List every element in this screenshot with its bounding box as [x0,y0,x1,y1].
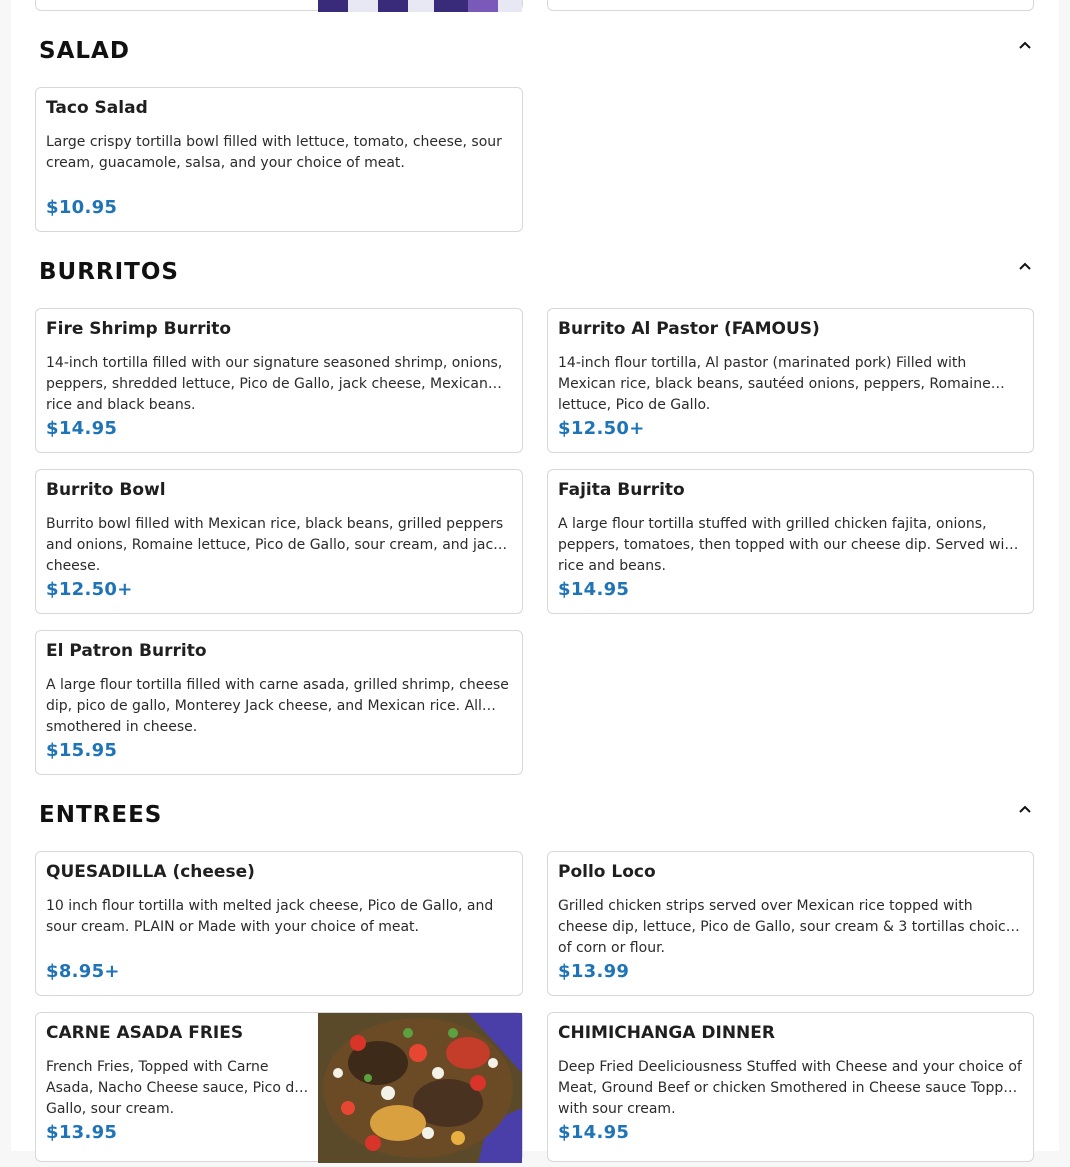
item-name: Burrito Bowl [46,480,166,500]
item-description: Deep Fried Deeliciousness Stuffed with Cheese and your choice of Meat, Ground Beef or chicken Smothered in Cheese sauce Topped with sour cream. [558,1059,1022,1117]
item-price: $12.50+ [558,418,645,439]
item-description: A large flour tortilla filled with carne asada, grilled shrimp, cheese dip, pico de gallo, Monterey Jack cheese, and Mexican rice. All smothered in cheese. [46,677,509,735]
menu-item-card[interactable] [35,851,523,996]
menu-page [11,0,1059,1151]
item-price: $13.99 [558,961,630,982]
menu-item-card[interactable] [35,87,523,232]
item-price: $12.50+ [46,579,133,600]
menu-item-card[interactable] [35,1012,523,1162]
item-price: $15.95 [46,740,118,761]
item-description: French Fries, Topped with Carne Asada, Nacho Cheese sauce, Pico de Gallo, sour cream. [46,1059,303,1117]
menu-item-card-partial[interactable] [35,0,523,11]
item-description: 10 inch flour tortilla with melted jack cheese, Pico de Gallo, and sour cream. PLAIN or Made with your choice of meat. [46,898,494,935]
item-price: $8.95+ [46,961,120,982]
menu-item-card-partial[interactable] [547,0,1034,11]
menu-item-card[interactable] [547,851,1034,996]
item-name: Taco Salad [46,98,148,118]
item-name: CHIMICHANGA DINNER [558,1023,775,1043]
item-price: $14.95 [558,579,630,600]
menu-item-card[interactable] [547,1012,1034,1162]
item-description: Grilled chicken strips served over Mexican rice topped with cheese dip, lettuce, Pico de Gallo, sour cream & 3 tortillas choice of corn or flour. [558,898,1015,956]
item-name: QUESADILLA (cheese) [46,862,255,882]
item-name: Fajita Burrito [558,480,685,500]
food-photo [318,0,522,10]
menu-item-card[interactable] [35,308,523,453]
food-photo [318,1013,522,1161]
menu-item-card[interactable] [547,469,1034,614]
section-title-entrees: ENTREES [39,802,163,828]
section-title-burritos: BURRITOS [39,259,179,285]
item-name: Fire Shrimp Burrito [46,319,232,339]
section-title-salad: SALAD [39,38,130,64]
item-description: A large flour tortilla stuffed with grilled chicken fajita, onions, peppers, tomatoes, then topped with our cheese dip. Served with rice and beans. [558,516,1019,574]
item-price: $14.95 [46,418,118,439]
menu-item-card[interactable] [35,469,523,614]
item-name: Burrito Al Pastor (FAMOUS) [558,319,820,339]
item-price: $13.95 [46,1122,118,1143]
chevron-up-icon[interactable] [1017,801,1033,817]
item-description: Large crispy tortilla bowl filled with lettuce, tomato, cheese, sour cream, guacamole, salsa, and your choice of meat. [46,134,502,171]
item-name: Pollo Loco [558,862,656,882]
chevron-up-icon[interactable] [1017,37,1033,53]
item-description: Burrito bowl filled with Mexican rice, black beans, grilled peppers and onions, Romaine lettuce, Pico de Gallo, sour cream, and jack cheese. [46,516,504,574]
menu-item-card[interactable] [547,308,1034,453]
menu-item-card[interactable] [35,630,523,775]
item-description: 14-inch flour tortilla, Al pastor (marinated pork) Filled with Mexican rice, black beans, sautéed onions, peppers, Romaine lettuce, Pico de Gallo. [558,355,991,413]
item-description: 14-inch tortilla filled with our signature seasoned shrimp, onions, peppers, shredded lettuce, Pico de Gallo, jack cheese, Mexican rice and black beans. [46,355,503,413]
item-price: $10.95 [46,197,118,218]
item-name: El Patron Burrito [46,641,207,661]
item-price: $14.95 [558,1122,630,1143]
chevron-up-icon[interactable] [1017,258,1033,274]
item-name: CARNE ASADA FRIES [46,1023,244,1043]
